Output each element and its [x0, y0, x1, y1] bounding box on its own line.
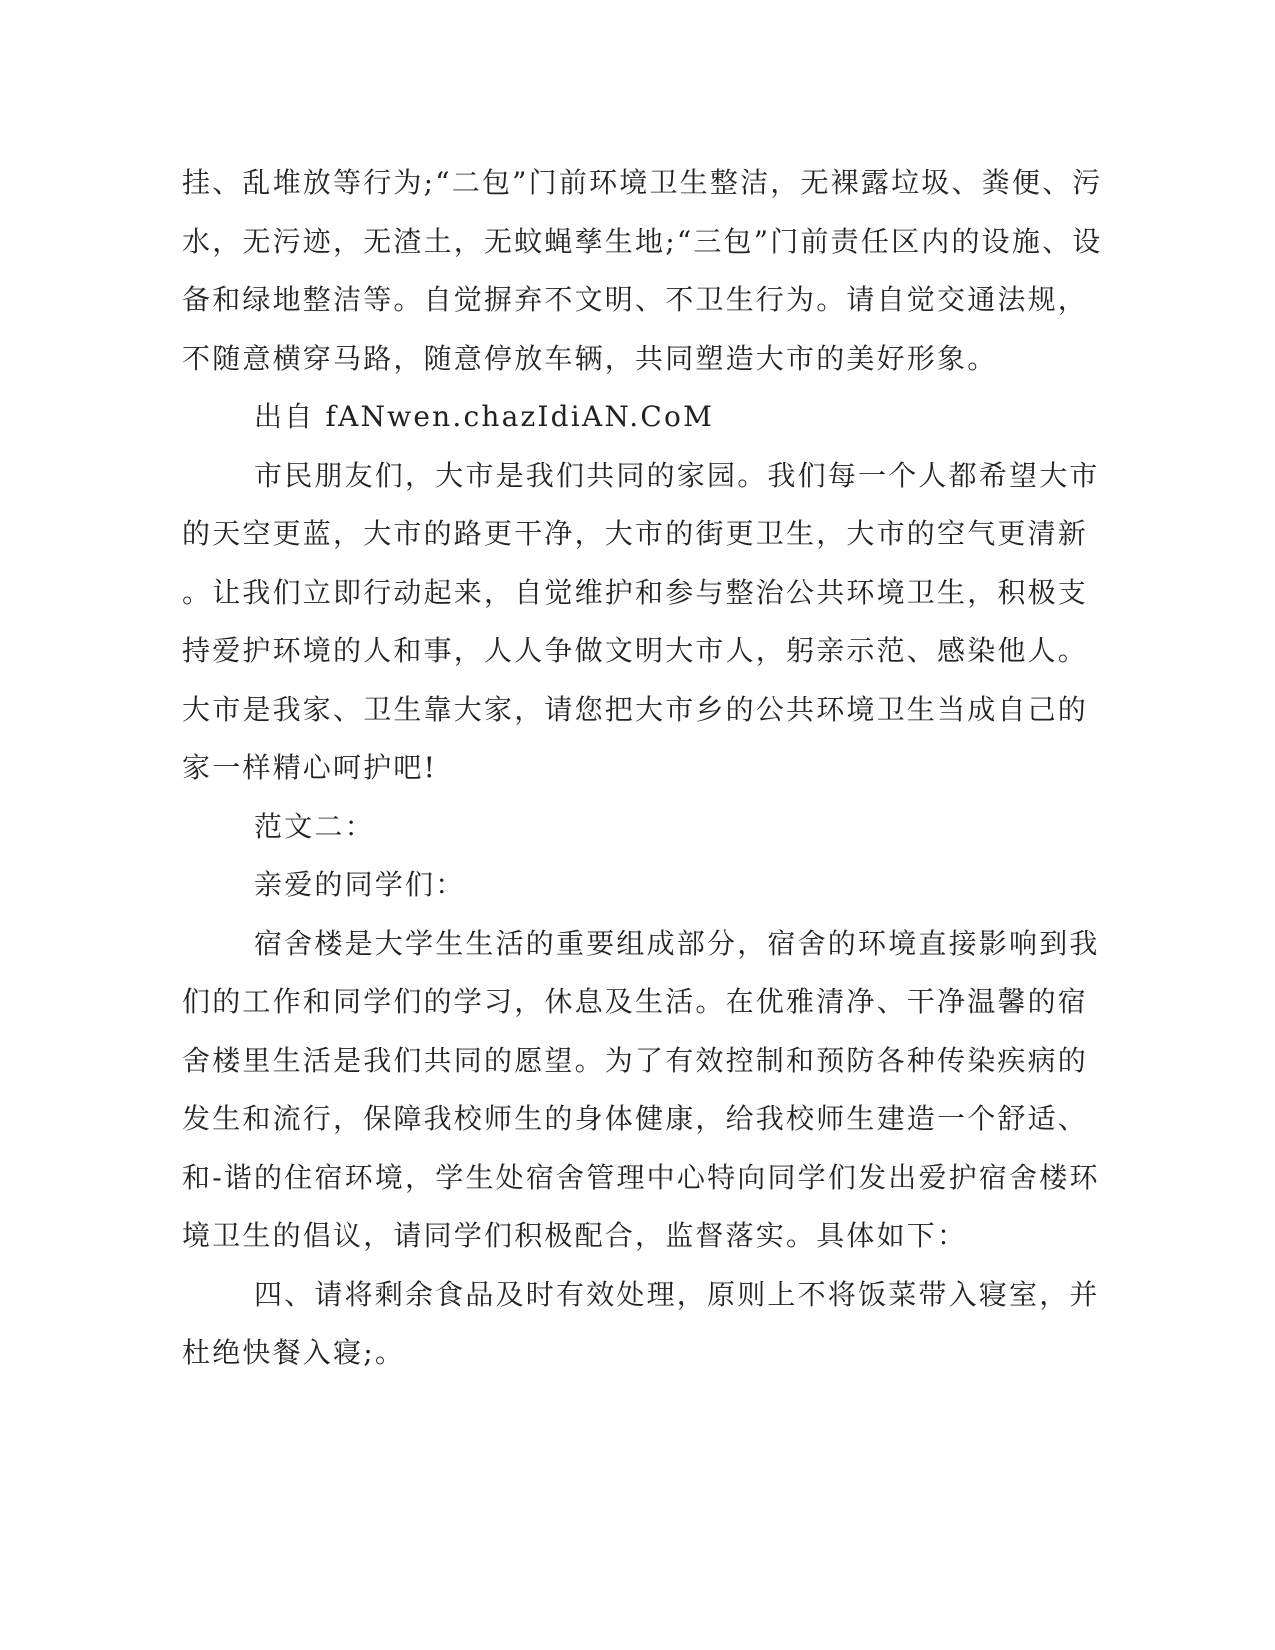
text-line: 们的工作和同学们的学习，休息及生活。在优雅清净、干净温馨的宿 [182, 985, 1089, 1018]
document-body [182, 154, 1103, 1383]
text-line: 舍楼里生活是我们共同的愿望。为了有效控制和预防各种传染疾病的 [182, 1043, 1089, 1077]
text-line: 备和绿地整洁等。自觉摒弃不文明、不卫生行为。请自觉交通法规， [182, 283, 1089, 316]
text-line: 挂、乱堆放等行为;“二包”门前环境卫生整洁，无裸露垃圾、粪便、污 [182, 166, 1103, 199]
paragraph-citizens-appeal [182, 447, 1100, 798]
text-line: 不随意横穿马路，随意停放车辆，共同塑造大市的美好形象。 [182, 341, 998, 375]
paragraph-item-four [182, 1266, 1100, 1383]
text-line: 市民朋友们，大市是我们共同的家园。我们每一个人都希望大市 [254, 458, 1100, 492]
text-line: 。让我们立即行动起来，自觉维护和参与整治公共环境卫生，积极支 [182, 575, 1089, 609]
text-line: 家一样精心呵护吧! [182, 751, 438, 784]
paragraph-dormitory-initiative [182, 915, 1100, 1266]
section-heading-example-two [182, 798, 1032, 857]
salutation-line: 亲爱的同学们： [254, 868, 466, 901]
text-line: 大市是我家、卫生靠大家，请您把大市乡的公共环境卫生当成自己的 [182, 692, 1089, 726]
text-line: 和-谐的住宿环境，学生处宿舍管理中心特向同学们发出爱护宿舍楼环 [182, 1160, 1100, 1194]
source-line: 出自 fANwen.chazIdiAN.CoM [254, 400, 714, 433]
heading-line: 范文二： [254, 809, 375, 843]
text-line: 四、请将剩余食品及时有效处理，原则上不将饭菜带入寝室，并 [254, 1277, 1100, 1311]
text-line: 的天空更蓝，大市的路更干净，大市的街更卫生，大市的空气更清新 [182, 517, 1089, 550]
text-line: 持爱护环境的人和事，人人争做文明大市人，躬亲示范、感染他人。 [182, 634, 1089, 667]
text-line: 宿舍楼是大学生生活的重要组成部分，宿舍的环境直接影响到我 [254, 926, 1100, 960]
text-line: 发生和流行，保障我校师生的身体健康，给我校师生建造一个舒适、 [182, 1102, 1089, 1135]
salutation [182, 856, 1032, 915]
text-line: 境卫生的倡议，请同学们积极配合，监督落实。具体如下： [182, 1219, 968, 1252]
text-line: 水，无污迹，无渣土，无蚊蝇孳生地;“三包”门前责任区内的设施、设 [182, 224, 1103, 258]
text-line: 杜绝快餐入寝;。 [182, 1336, 406, 1369]
paragraph-source [182, 388, 1032, 447]
paragraph-hygiene-rules [182, 154, 1103, 388]
